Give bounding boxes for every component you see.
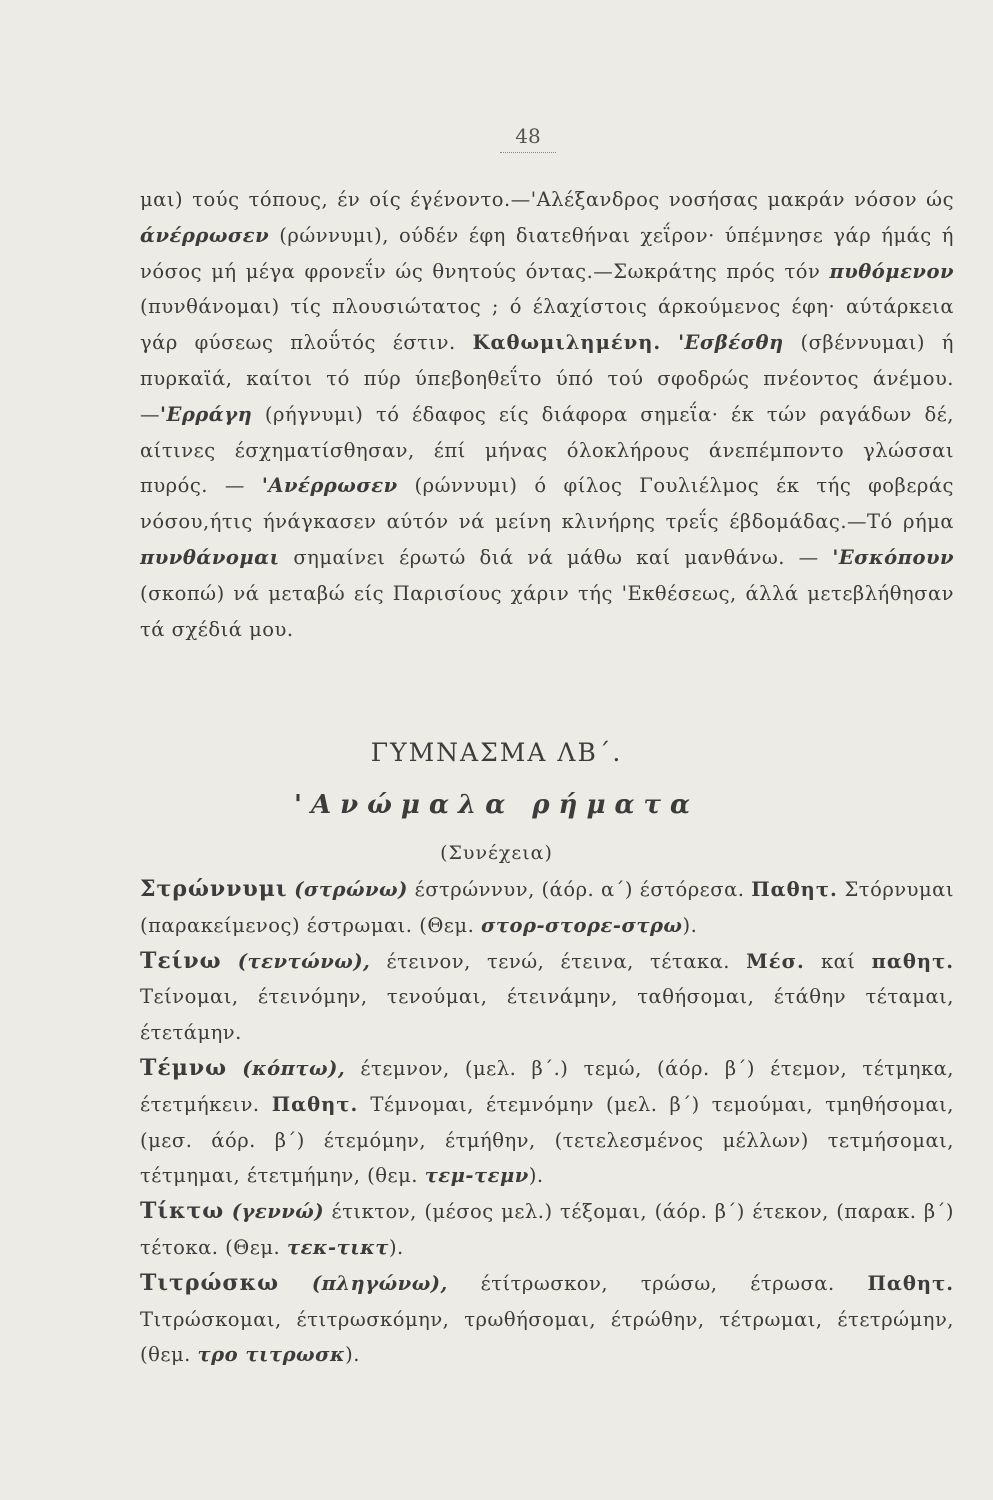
label-kathomilimeni: Καθωμιλημένη. [472, 331, 662, 355]
text-run: καί [820, 949, 856, 973]
gloss: (πληγώνω), [311, 1271, 448, 1295]
stem: στορ-στορε-στρω [480, 913, 683, 937]
term-esvesthi: 'Εσβέσθη [678, 331, 784, 355]
text-run: (σκοπώ) νά μεταβώ είς Παρισίους χάριν τής 'Εκθέσεως, άλλά μετεβλήθησαν τά σχέδιά μου. [140, 581, 954, 641]
term-pythomenon: πυθόμενον [829, 259, 954, 283]
page-number: 48 [500, 124, 556, 153]
paragraph-verbs [140, 872, 954, 1373]
term-pynthanomai: πυνθάνομαι [140, 545, 280, 569]
stem: τρο τιτρωσκ [197, 1343, 346, 1367]
label-passive: Παθητ. [751, 878, 838, 901]
exercise-title: ΓΥΜΝΑΣΜΑ ΛΒ΄. [370, 738, 623, 767]
label-middle: Μέσ. [746, 949, 805, 973]
text-run: μαι) τούς τόπους, έν οίς έγένοντο.—'Αλέξανδρος νοσήσας μακράν νόσον ώς [140, 188, 954, 211]
text-run: έτεμνον, (μελ. β΄.) τεμώ, (άόρ. β΄) έτεμον, τέτμηκα, έτετμήκειν. [140, 1056, 955, 1116]
text-run: Τέμνομαι, έτεμνόμην (μελ. β΄) τεμούμαι, τμηθήσομαι, (μεσ. άόρ. β΄) έτεμόμην, έτμήθην, (τετελεσμένος μέλλων) τετμήσομαι, τέτμημαι, έτετμήμην, (θεμ. [140, 1092, 955, 1188]
headword-teino: Τείνω [140, 947, 222, 974]
headword-tikto: Τίκτω [140, 1198, 225, 1225]
text-run: ). [345, 1343, 360, 1367]
text-run: (ρήγνυμι) τό έδαφος είς διάφορα σημεΐα· έκ τών ραγάδων δέ, αίτινες έσχηματίσθησαν, έπί μήνας όλοκλήρους άνεπέμποντο γλώσσαι πυρός. — [140, 402, 954, 498]
stem: τεμ-τεμν [424, 1164, 529, 1188]
text-run: Τιτρώσκομαι, έτιτρωσκόμην, τρωθήσομαι, έτρώθην, τέτρωμαι, έτετρώμην, (θεμ. [140, 1307, 954, 1367]
gloss: (κόπτω), [242, 1056, 346, 1080]
section-subtitle: (Συνέχεια) [440, 842, 553, 864]
gloss: (στρώνω) [294, 878, 408, 901]
text-run: έστρώννυν, (άόρ. α΄) έστόρεσα. [414, 878, 745, 901]
stem: τεκ-τικτ [286, 1235, 389, 1259]
section-title: 'Ανώμαλα ρήματα [294, 790, 699, 820]
gloss: (τεντώνω), [237, 949, 371, 973]
label-passive: Παθητ. [271, 1092, 359, 1116]
label-passive: Παθητ. [867, 1271, 955, 1295]
gloss: (γεννώ) [231, 1200, 325, 1224]
text-run: ). [388, 1235, 404, 1259]
text-run: ). [528, 1164, 544, 1188]
text-run: ). [682, 913, 698, 937]
headword-temno: Τέμνω [140, 1054, 228, 1081]
text-run: Τείνομαι, έτεινόμην, τενούμαι, έτεινάμην, ταθήσομαι, έτάθην τέταμαι, έτετάμην. [140, 985, 954, 1045]
term-eskopoun: 'Εσκόπουν [832, 545, 955, 569]
text-run: (πυνθάνομαι) τίς πλουσιώτατος ; ό έλαχίστοις άρκούμενος έφη· αύτάρκεια γάρ φύσεως πλοΰτός έστιν. [140, 295, 954, 355]
text-run: έτίτρωσκον, τρώσω, έτρωσα. [480, 1271, 835, 1295]
text-run: σημαίνει έρωτώ διά νά μάθω καί μανθάνω. — [293, 545, 819, 569]
text-run: έτεινον, τενώ, έτεινα, τέτακα. [386, 949, 730, 973]
text-run: έτικτον, (μέσος μελ.) τέξομαι, (άόρ. β΄) έτεκον, (παρακ. β΄) τέτοκα. (Θεμ. [140, 1200, 955, 1259]
headword-strynnymi: Στρώννυμι [140, 876, 288, 902]
text-run: Στόρνυμαι (παρακείμενος) έστρωμαι. (Θεμ. [140, 878, 954, 937]
term-erragi: 'Ερράγη [160, 402, 253, 426]
label-passive: παθητ. [871, 949, 955, 973]
term-anerrosen: άνέρρωσεν [140, 223, 270, 247]
paragraph-examples [140, 182, 954, 647]
text-run: (σβέννυμαι) ή πυρκαϊά, καίτοι τό πύρ ύπεβοηθεΐτο ύπό τού σφοδρώς πνέοντος άνέμου.— [140, 331, 954, 426]
text-run: (ρώννυμι), ούδέν έφη διατεθήναι χεΐρον· ύπέμνησε γάρ ήμάς ή νόσος μή μέγα φρονεΐν ώς θνητούς όντας.—Σωκράτης πρός τόν [140, 223, 954, 283]
text-run: (ρώννυμι) ό φίλος Γουλιέλμος έκ τής φοβεράς νόσου,ήτις ήνάγκασεν αύτόν νά μείνη κλινήρης τρεΐς έβδομάδας.—Τό ρήμα [140, 474, 954, 534]
headword-titrosko: Τιτρώσκω [140, 1269, 280, 1296]
term-anerrosen-2: 'Ανέρρωσεν [261, 474, 398, 498]
